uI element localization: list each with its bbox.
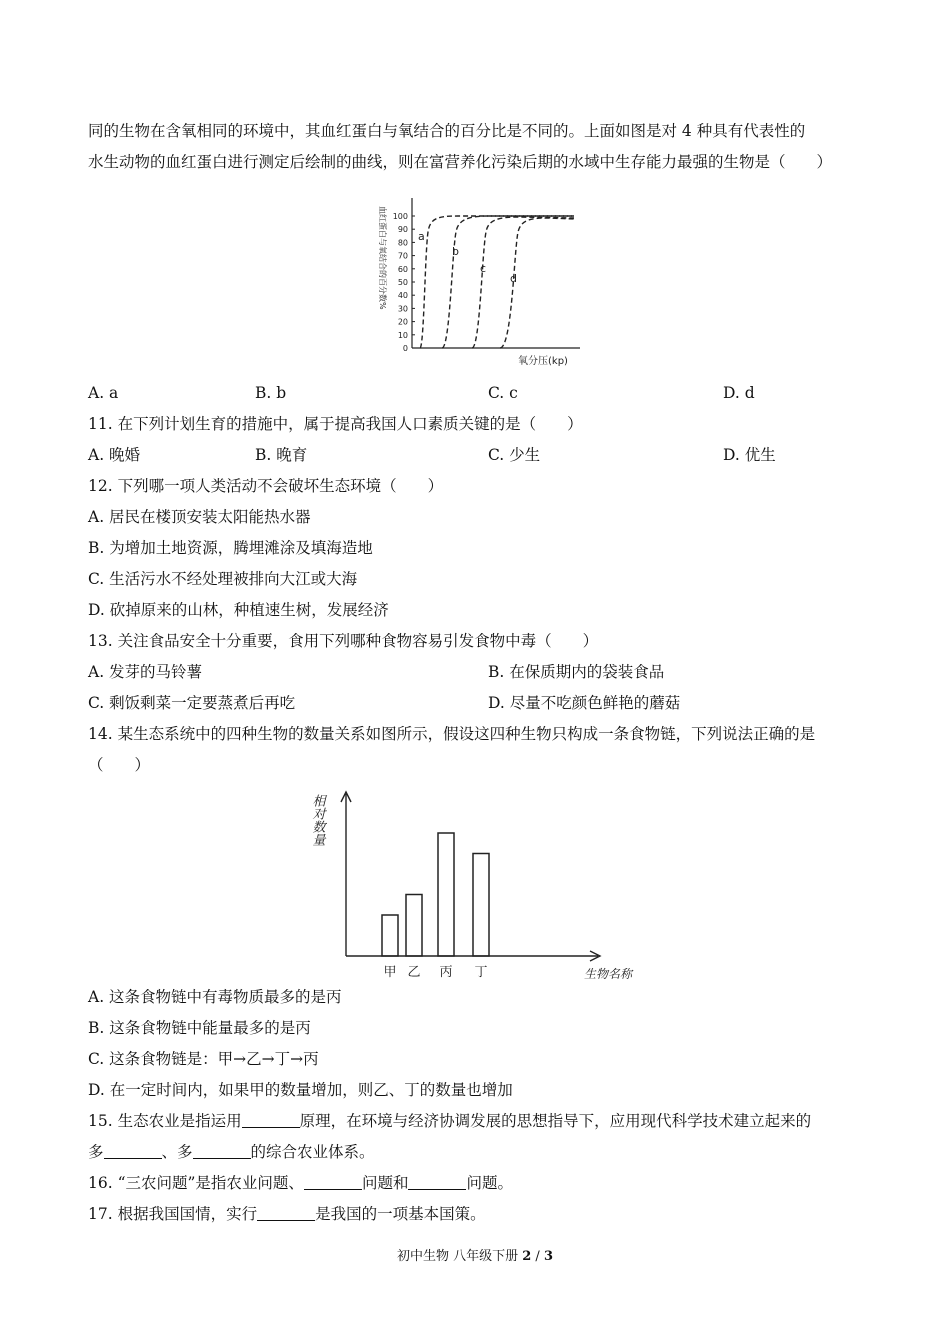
q14-option-a[interactable]: A. 这条食物链中有毒物质最多的是丙 xyxy=(88,988,342,1006)
curve-label-d: d xyxy=(510,272,517,285)
q14-stem-line-2: （ ） xyxy=(88,756,151,774)
q10-option-a[interactable]: A. a xyxy=(88,384,119,402)
q12-option-b[interactable]: B. 为增加土地资源，腾埋滩涂及填海造地 xyxy=(88,539,373,557)
q15-text-2: 原理，在环境与经济协调发展的思想指导下，应用现代科学技术建立起来的 xyxy=(299,1112,812,1130)
q15-line-2 xyxy=(88,1142,375,1162)
q16-blank-2[interactable] xyxy=(408,1175,466,1190)
q12-option-d[interactable]: D. 砍掉原来的山林，种植速生树，发展经济 xyxy=(88,601,389,619)
curve-b xyxy=(442,216,574,348)
bar-乙 xyxy=(406,895,422,957)
q13-option-c[interactable]: C. 剩饭剩菜一定要蒸煮后再吃 xyxy=(88,694,296,712)
q11-option-d[interactable]: D. 优生 xyxy=(723,446,776,464)
oxygen-chart-ytick-label: 20 xyxy=(397,317,408,327)
curve-label-a: a xyxy=(418,230,425,243)
q10-text-line-2: 水生动物的血红蛋白进行测定后绘制的曲线，则在富营养化污染后期的水域中生存能力最强的生物是（ ） xyxy=(88,153,833,171)
oxygen-chart-ytick-label: 80 xyxy=(397,238,408,248)
footer-separator: / xyxy=(531,1249,544,1264)
q14-stem-line-1: 14. 某生态系统中的四种生物的数量关系如图所示，假设这四种生物只构成一条食物链，下列说法正确的是 xyxy=(88,725,816,743)
q17-text-2: 是我国的一项基本国策。 xyxy=(315,1205,486,1223)
oxygen-curve-chart xyxy=(368,192,586,374)
q11-option-a[interactable]: A. 晚婚 xyxy=(88,446,141,464)
bar-category-label: 丁 xyxy=(474,965,488,980)
q10-option-d[interactable]: D. d xyxy=(723,384,755,402)
bar-category-label: 甲 xyxy=(383,965,397,980)
q15-text-3: 多 xyxy=(88,1143,104,1161)
oxygen-chart-ytick-label: 70 xyxy=(397,251,408,261)
oxygen-chart-ylabel: 血红蛋白与氧结合的百分数% xyxy=(378,206,387,310)
q13-option-b[interactable]: B. 在保质期内的袋装食品 xyxy=(488,663,665,681)
q17-blank-1[interactable] xyxy=(257,1206,315,1221)
q14-option-c[interactable]: C. 这条食物链是：甲→乙→丁→丙 xyxy=(88,1050,319,1068)
oxygen-chart-ytick-label: 10 xyxy=(397,330,408,340)
oxygen-chart-ytick-label: 50 xyxy=(397,278,408,287)
q15-line-1 xyxy=(88,1111,811,1131)
q14-option-b[interactable]: B. 这条食物链中能量最多的是丙 xyxy=(88,1019,311,1037)
q11-stem: 11. 在下列计划生育的措施中，属于提高我国人口素质关键的是（ ） xyxy=(88,415,583,433)
q17-text-1: 17. 根据我国国情，实行 xyxy=(88,1205,258,1223)
q12-option-c[interactable]: C. 生活污水不经处理被排向大江或大海 xyxy=(88,570,358,588)
q14-option-d[interactable]: D. 在一定时间内，如果甲的数量增加，则乙、丁的数量也增加 xyxy=(88,1081,513,1099)
q15-text-4: 、多 xyxy=(161,1143,193,1161)
q12-stem: 12. 下列哪一项人类活动不会破坏生态环境（ ） xyxy=(88,477,444,495)
q16-text-1: 16. “三农问题”是指农业问题、 xyxy=(88,1174,304,1192)
footer-subject: 初中生物 八年级下册 xyxy=(396,1249,523,1264)
footer-page-number: 2 xyxy=(522,1249,532,1264)
bar-category-label: 乙 xyxy=(407,965,421,980)
oxygen-chart-ytick-label: 30 xyxy=(397,304,408,314)
q16-blank-1[interactable] xyxy=(304,1175,362,1190)
q12-option-a[interactable]: A. 居民在楼顶安装太阳能热水器 xyxy=(88,508,311,526)
curve-label-b: b xyxy=(452,245,459,258)
curve-label-c: c xyxy=(480,262,487,275)
q16-text-2: 问题和 xyxy=(361,1174,409,1192)
q13-option-a[interactable]: A. 发芽的马铃薯 xyxy=(88,663,203,681)
bar-丁 xyxy=(473,854,489,957)
q15-blank-2[interactable] xyxy=(104,1144,162,1159)
bar-category-label: 丙 xyxy=(439,965,453,980)
bar-甲 xyxy=(382,915,398,956)
population-bar-chart xyxy=(300,786,645,986)
oxygen-chart-ytick-label: 0 xyxy=(402,344,408,353)
bar-丙 xyxy=(438,833,454,956)
q15-blank-3[interactable] xyxy=(193,1144,251,1159)
q13-option-d[interactable]: D. 尽量不吃颜色鲜艳的蘑菇 xyxy=(488,694,681,712)
q11-option-b[interactable]: B. 晚育 xyxy=(255,446,308,464)
bar-chart-xlabel: 生物名称 xyxy=(584,967,633,981)
oxygen-chart-ytick-label: 40 xyxy=(397,291,408,301)
bar-chart-ylabel: 相对数量 xyxy=(309,794,325,846)
q15-text-1: 15. 生态农业是指运用 xyxy=(88,1112,242,1130)
curve-c xyxy=(472,217,574,348)
q11-option-c[interactable]: C. 少生 xyxy=(488,446,541,464)
footer-total-pages: 3 xyxy=(543,1249,553,1264)
q15-blank-1[interactable] xyxy=(242,1113,300,1128)
curve-a xyxy=(420,216,574,348)
q10-option-c[interactable]: C. c xyxy=(488,384,518,402)
q15-text-5: 的综合农业体系。 xyxy=(250,1143,375,1161)
q17-line xyxy=(88,1204,486,1224)
page-footer xyxy=(0,1245,950,1264)
q10-option-b[interactable]: B. b xyxy=(255,384,287,402)
q10-text-line-1: 同的生物在含氧相同的环境中，其血红蛋白与氧结合的百分比是不同的。上面如图是对 4 种具有代表性的 xyxy=(88,122,806,140)
oxygen-chart-ytick-label: 90 xyxy=(397,225,408,235)
oxygen-chart-xlabel: 氧分压(kp) xyxy=(518,356,568,367)
oxygen-chart-ytick-label: 60 xyxy=(397,264,408,274)
oxygen-chart-ytick-label: 100 xyxy=(392,212,408,221)
q13-stem: 13. 关注食品安全十分重要，食用下列哪种食物容易引发食物中毒（ ） xyxy=(88,632,599,650)
q16-line xyxy=(88,1173,513,1193)
q16-text-3: 问题。 xyxy=(466,1174,513,1192)
